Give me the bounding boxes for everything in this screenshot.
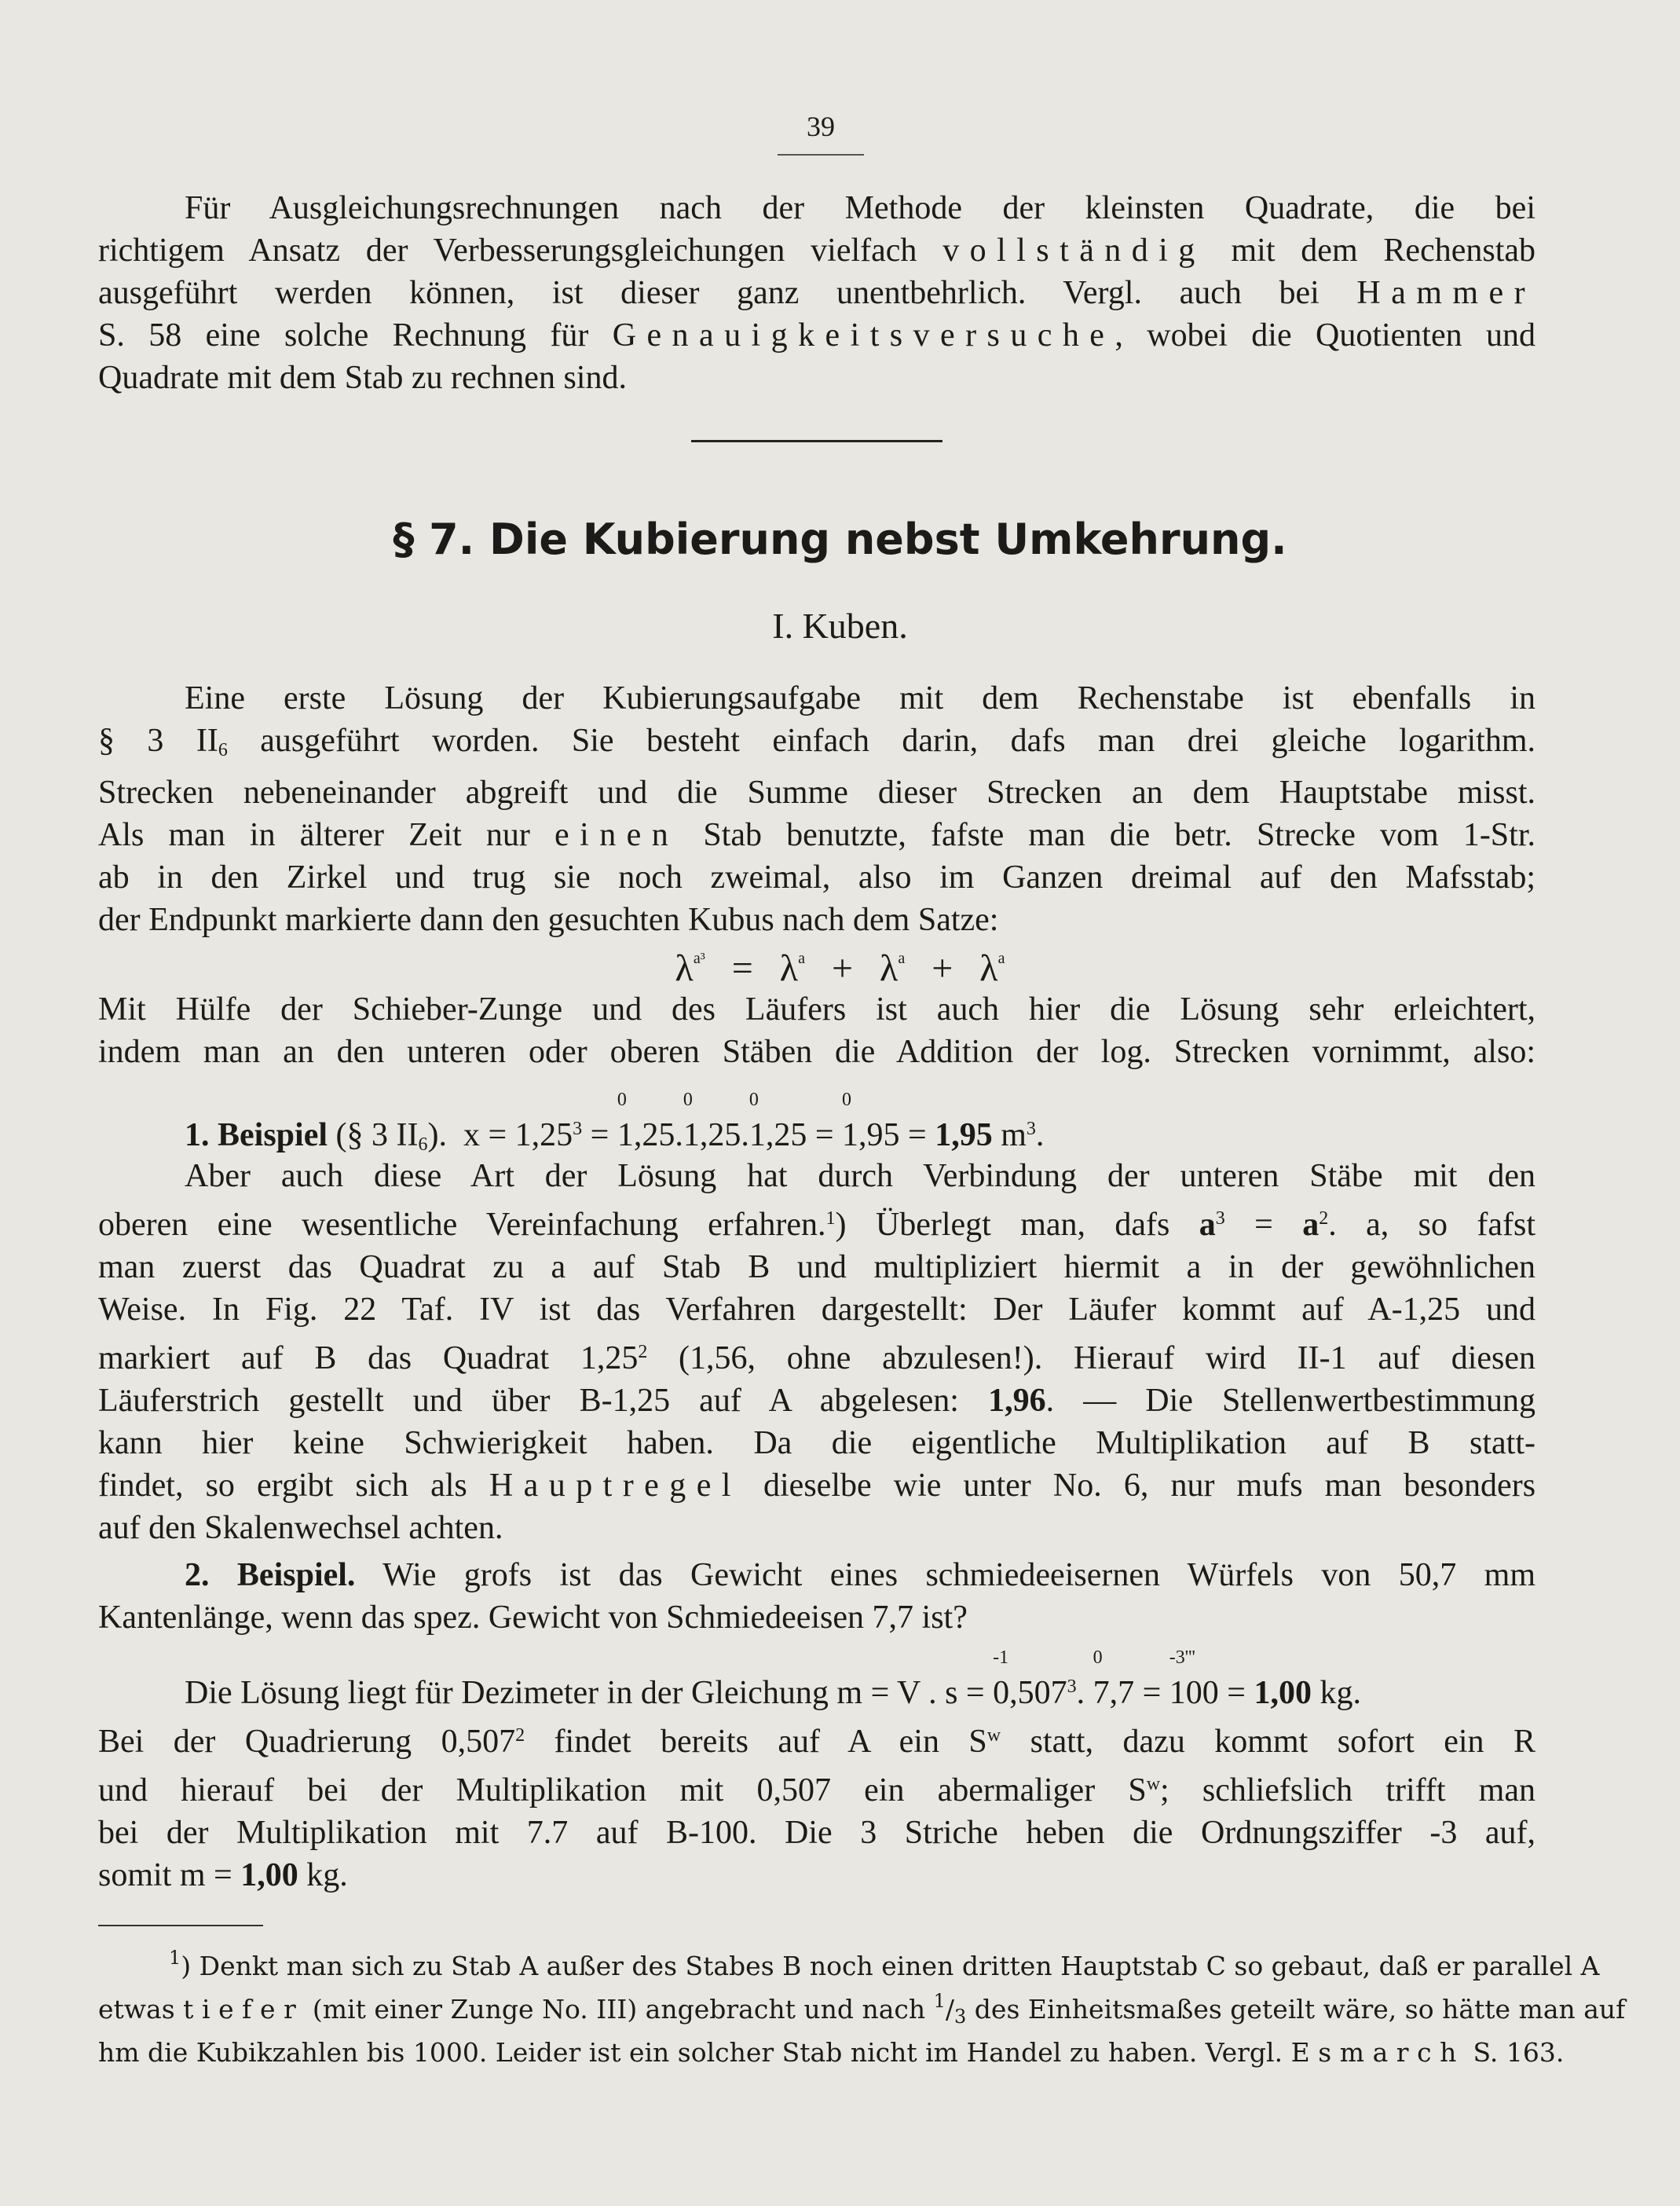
example-2-line-2: Kantenlänge, wenn das spez. Gewicht von Schmiedeeisen 7,7 ist? xyxy=(98,1600,968,1636)
paragraph-2 xyxy=(98,988,1535,1073)
p3-line-3: man zuerst das Quadrat zu a auf Stab B und multipliziert hiermit a in der gewöhnlichen xyxy=(98,1249,1535,1285)
footnote-line-1: $^1$) Denkt man sich zu Stab A außer des Stabes B noch einen dritten Hauptstab C so gebaut, daß er parallel A xyxy=(169,1947,1600,1981)
p3-line-2: oberen eine wesentliche Vereinfachung erfahren.$^1$) Überlegt man, dafs $a^3 = a^2$. a, so fafst xyxy=(98,1207,1535,1243)
section-title: § 7. Die Kubierung nebst Umkehrung. xyxy=(393,515,1287,564)
p4-line-1: Die Lösung liegt für Dezimeter in der Gleichung m = V . s = -1 0,507$^3$. 0 7,7 = -3''' 100 = 1,00 kg. xyxy=(185,1647,1361,1711)
section-subtitle: I. Kuben. xyxy=(772,606,908,646)
p1-line-3: Strecken nebeneinander abgreift und die Summe dieser Strecken an dem Hauptstabe misst. xyxy=(98,775,1535,811)
paragraph-3 xyxy=(98,1155,1535,1549)
p4-line-5: somit m = 1,00 kg. xyxy=(98,1857,348,1893)
intro-line-5: Quadrate mit dem Stab zu rechnen sind. xyxy=(98,360,627,396)
p1-line-1: Eine erste Lösung der Kubierungsaufgabe mit dem Rechenstabe ist ebenfalls in xyxy=(185,680,1535,716)
p2-line-1: Mit Hülfe der Schieber-Zunge und des Läufers ist auch hier die Lösung sehr erleichtert, xyxy=(98,991,1535,1028)
footnote-line-3: hm die Kubikzahlen bis 1000. Leider ist ein solcher Stab nicht im Handel zu haben. Vergl. Esmarch S. 163. xyxy=(98,2037,1565,2068)
p4-line-4: bei der Multiplikation mit 7.7 auf B-100. Die 3 Striche heben die Ordnungsziffer -3 auf, xyxy=(98,1815,1535,1851)
intro-line-2: richtigem Ansatz der Verbesserungsgleichungen vielfach vollständig mit dem Rechenstab xyxy=(98,233,1536,269)
p3-line-6: Läuferstrich gestellt und über B-1,25 auf A abgelesen: 1,96. — Die Stellenwertbestimmung xyxy=(98,1383,1535,1419)
p3-line-1: Aber auch diese Art der Lösung hat durch Verbindung der unteren Stäbe mit den xyxy=(185,1158,1535,1194)
p3-line-4: Weise. In Fig. 22 Taf. IV ist das Verfahren dargestellt: Der Läufer kommt auf A-1,25 und xyxy=(98,1292,1535,1328)
p3-line-9: auf den Skalenwechsel achten. xyxy=(98,1510,503,1546)
intro-line-3: ausgeführt werden können, ist dieser ganz unentbehrlich. Vergl. auch bei Hammer xyxy=(98,275,1536,311)
page-number-rule xyxy=(778,154,864,156)
p2-line-2: indem man an den unteren oder oberen Stäben die Addition der log. Strecken vornimmt, also: xyxy=(98,1034,1535,1070)
paragraph-1 xyxy=(98,677,1535,941)
intro-paragraph xyxy=(98,187,1535,399)
footnote-line-2: etwas tiefer (mit einer Zunge No. III) angebracht und nach $^1/_3$ des Einheitsmaßes geteilt wäre, so hätte man auf xyxy=(98,1990,1626,2028)
intro-line-1: Für Ausgleichungsrechnungen nach der Methode der kleinsten Quadrate, die bei xyxy=(185,190,1535,226)
example-1-line: 1. Beispiel (§ 3 $II_6$). $x = 1,25^3$ = 0 1,25. 0 1,25. 0 1,25 = 0 1,95 = 1,95 $m^3$. xyxy=(185,1090,1045,1155)
intro-line-4: S. 58 eine solche Rechnung für Genauigkeitsversuche, wobei die Quotienten und xyxy=(98,317,1535,354)
footnote xyxy=(98,1940,1626,2070)
example-2 xyxy=(98,1554,1535,1639)
footnote-rule xyxy=(98,1925,263,1926)
section-divider xyxy=(691,440,942,442)
page-number: 39 xyxy=(807,111,835,142)
cube-formula: $\lambda^{a^3} = \lambda^a + \lambda^a + \lambda^a$ xyxy=(675,947,1005,989)
p1-line-2: § 3 $II_6$ ausgeführt worden. Sie besteht einfach darin, dafs man drei gleiche logarithm. xyxy=(98,723,1535,760)
p1-line-4: Als man in älterer Zeit nur einen Stab benutzte, fafste man die betr. Strecke vom 1-Str. xyxy=(98,817,1536,853)
example-2-line-1: 2. Beispiel. Wie grofs ist das Gewicht eines schmiedeeisernen Würfels von 50,7 mm xyxy=(185,1557,1536,1593)
p3-line-5: markiert auf B das Quadrat 1,25$^2$ (1,56, ohne abzulesen!). Hierauf wird II-1 auf diesen xyxy=(98,1340,1535,1376)
p3-line-8: findet, so ergibt sich als Hauptregel dieselbe wie unter No. 6, nur mufs man besonders xyxy=(98,1468,1536,1504)
p1-line-5: ab in den Zirkel und trug sie noch zweimal, also im Ganzen dreimal auf den Mafsstab; xyxy=(98,859,1535,896)
footnote-reference: 1 xyxy=(825,1208,836,1229)
p4-line-2: Bei der Quadrierung 0,507$^2$ findet bereits auf A ein $S^w$ statt, dazu kommt sofort ein R xyxy=(98,1724,1535,1760)
p3-line-7: kann hier keine Schwierigkeit haben. Da die eigentliche Multiplikation auf B statt- xyxy=(98,1425,1535,1461)
paragraph-4 xyxy=(98,1647,1535,1896)
p1-line-6: der Endpunkt markierte dann den gesuchten Kubus nach dem Satze: xyxy=(98,902,999,938)
p4-line-3: und hierauf bei der Multiplikation mit 0,507 ein abermaliger $S^w$; schliefslich trifft man xyxy=(98,1772,1535,1808)
